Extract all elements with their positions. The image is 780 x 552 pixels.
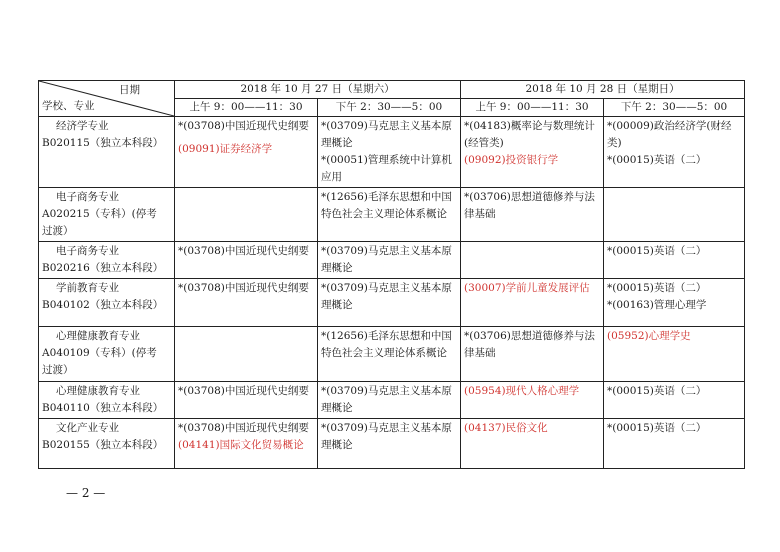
major-name: 心理健康教育专业 xyxy=(56,330,140,342)
day2-header: 2018 年 10 月 28 日（星期日） xyxy=(461,81,745,99)
exam-cell-day1-pm xyxy=(318,382,461,419)
exam-cell-day2-am xyxy=(461,242,604,279)
major-code: A040109（专科）(停考 xyxy=(42,347,157,359)
exam-cell-day1-am xyxy=(175,242,318,279)
exam-cell-day1-am xyxy=(175,382,318,419)
exam-subject-highlighted: (04141)国际文化贸易概论 xyxy=(178,439,304,451)
exam-cell-day1-pm xyxy=(318,279,461,327)
exam-subject-highlighted: (09091)证券经济学 xyxy=(178,143,273,155)
exam-cell-day1-pm xyxy=(318,242,461,279)
major-name: 心理健康教育专业 xyxy=(56,385,140,397)
exam-cell-day1-pm xyxy=(318,117,461,188)
exam-subject: *(00015)英语（二） xyxy=(607,282,707,294)
major-name: 电子商务专业 xyxy=(56,245,119,257)
table-row xyxy=(39,188,745,242)
exam-cell-day1-pm xyxy=(318,419,461,469)
major-name: 电子商务专业 xyxy=(56,191,119,203)
exam-subject: *(03708)中国近现代史纲要 xyxy=(178,422,309,434)
major-name: 文化产业专业 xyxy=(56,422,119,434)
major-code: A020215（专科）(停考 xyxy=(42,208,157,220)
day2-am-header: 上午 9：00——11：30 xyxy=(461,99,604,117)
exam-cell-day1-am xyxy=(175,279,318,327)
corner-date-label: 日期 xyxy=(119,84,140,96)
exam-subject: *(00015)英语（二） xyxy=(607,385,707,397)
major-cell xyxy=(39,327,175,382)
day1-pm-header: 下午 2：30——5：00 xyxy=(318,99,461,117)
exam-subject: *(00163)管理心理学 xyxy=(607,299,707,311)
exam-cell-day1-am xyxy=(175,117,318,188)
major-cell xyxy=(39,382,175,419)
table-row xyxy=(39,242,745,279)
major-code: B020115（独立本科段） xyxy=(42,137,164,149)
exam-subject: *(03706)思想道德修养与法律基础 xyxy=(464,191,595,220)
major-cell xyxy=(39,242,175,279)
exam-cell-day2-pm xyxy=(604,242,745,279)
table-row xyxy=(39,279,745,327)
corner-header-cell xyxy=(39,81,175,117)
major-code: B020216（独立本科段） xyxy=(42,262,164,274)
exam-subject: *(03708)中国近现代史纲要 xyxy=(178,385,309,397)
table-row xyxy=(39,419,745,469)
major-code-cont: 过渡） xyxy=(42,364,74,376)
exam-cell-day1-pm xyxy=(318,327,461,382)
table-row xyxy=(39,327,745,382)
table-row xyxy=(39,382,745,419)
major-code: B020155（独立本科段） xyxy=(42,439,164,451)
exam-subject-highlighted: (05952)心理学史 xyxy=(607,330,691,342)
major-cell xyxy=(39,279,175,327)
exam-cell-day1-am xyxy=(175,188,318,242)
exam-cell-day2-am xyxy=(461,188,604,242)
major-cell xyxy=(39,188,175,242)
exam-subject: *(00015)英语（二） xyxy=(607,154,707,166)
exam-subject: *(03708)中国近现代史纲要 xyxy=(178,245,309,257)
exam-subject: *(00015)英语（二） xyxy=(607,245,707,257)
exam-cell-day1-am xyxy=(175,419,318,469)
exam-schedule-table xyxy=(38,80,745,469)
table-row xyxy=(39,117,745,188)
exam-cell-day2-pm xyxy=(604,188,745,242)
major-code: B040102（独立本科段） xyxy=(42,299,164,311)
page-number: — 2 — xyxy=(66,486,106,500)
exam-subject: *(00015)英语（二） xyxy=(607,422,707,434)
exam-cell-day2-pm xyxy=(604,419,745,469)
exam-cell-day2-pm xyxy=(604,382,745,419)
day2-pm-header: 下午 2：30——5：00 xyxy=(604,99,745,117)
exam-subject: *(04183)概率论与数理统计(经管类) xyxy=(464,120,595,149)
exam-cell-day1-pm xyxy=(318,188,461,242)
major-name: 经济学专业 xyxy=(56,120,109,132)
exam-cell-day2-am xyxy=(461,279,604,327)
exam-subject: *(12656)毛泽东思想和中国特色社会主义理论体系概论 xyxy=(321,330,452,359)
exam-cell-day2-pm xyxy=(604,117,745,188)
exam-cell-day2-am xyxy=(461,382,604,419)
exam-subject: *(03709)马克思主义基本原理概论 xyxy=(321,245,452,274)
major-code-cont: 过渡） xyxy=(42,225,74,237)
day1-am-header: 上午 9：00——11：30 xyxy=(175,99,318,117)
exam-cell-day2-pm xyxy=(604,279,745,327)
exam-subject: *(03709)马克思主义基本原理概论 xyxy=(321,282,452,311)
exam-cell-day2-am xyxy=(461,419,604,469)
exam-subject-highlighted: (05954)现代人格心理学 xyxy=(464,385,580,397)
exam-subject: *(00051)管理系统中计算机应用 xyxy=(321,154,452,183)
exam-cell-day1-am xyxy=(175,327,318,382)
exam-subject-highlighted: (04137)民俗文化 xyxy=(464,422,548,434)
exam-cell-day2-am xyxy=(461,327,604,382)
exam-subject: *(03709)马克思主义基本原理概论 xyxy=(321,385,452,414)
major-name: 学前教育专业 xyxy=(56,282,119,294)
exam-subject: *(03709)马克思主义基本原理概论 xyxy=(321,422,452,451)
exam-subject: *(00009)政治经济学(财经类) xyxy=(607,120,732,149)
exam-cell-day2-pm xyxy=(604,327,745,382)
day1-header: 2018 年 10 月 27 日（星期六） xyxy=(175,81,461,99)
exam-subject: *(03708)中国近现代史纲要 xyxy=(178,120,309,132)
corner-school-label: 学校、专业 xyxy=(42,100,95,112)
exam-subject: *(03709)马克思主义基本原理概论 xyxy=(321,120,452,149)
exam-subject-highlighted: (09092)投资银行学 xyxy=(464,154,559,166)
major-code: B040110（独立本科段） xyxy=(42,402,164,414)
exam-subject-highlighted: (30007)学前儿童发展评估 xyxy=(464,282,590,294)
major-cell xyxy=(39,419,175,469)
exam-subject: *(03708)中国近现代史纲要 xyxy=(178,282,309,294)
exam-subject: *(12656)毛泽东思想和中国特色社会主义理论体系概论 xyxy=(321,191,452,220)
major-cell xyxy=(39,117,175,188)
exam-subject: *(03706)思想道德修养与法律基础 xyxy=(464,330,595,359)
header-row-dates xyxy=(39,81,745,99)
exam-cell-day2-am xyxy=(461,117,604,188)
